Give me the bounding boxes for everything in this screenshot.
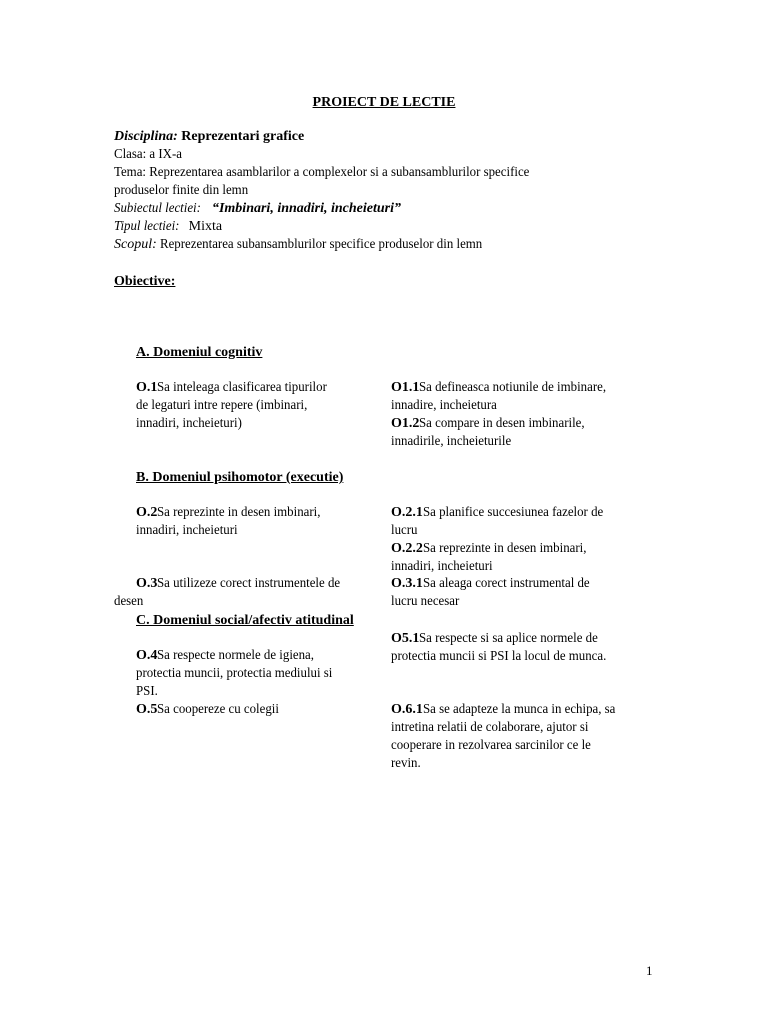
objective-code: O1.2 xyxy=(391,416,420,431)
objective-code: O.2.2 xyxy=(391,541,423,556)
clasa-line: Clasa: a IX-a xyxy=(114,147,182,162)
disciplina-line xyxy=(114,128,674,146)
page-title: PROIECT DE LECTIE xyxy=(312,95,456,110)
lesson-header xyxy=(114,128,674,254)
objective-code: O.2 xyxy=(136,505,158,520)
subiect-line xyxy=(114,200,674,218)
objective-code: O.1 xyxy=(136,380,158,395)
tema-line-2: produselor finite din lemn xyxy=(114,183,249,198)
disciplina-label: Disciplina: xyxy=(114,129,178,144)
objective-o5: O.5Sa coopereze cu colegii xyxy=(136,702,280,717)
objective-o1: O.1Sa inteleaga clasificarea tipurilor de legaturi intre repere (imbinari, innadiri, incheieturi) xyxy=(136,380,328,431)
objective-o5-1: O5.1Sa respecte si sa aplice normele de protectia muncii si PSI la locul de munca. xyxy=(391,631,607,664)
section-b-heading: B. Domeniul psihomotor (executie) xyxy=(136,470,344,485)
objective-code: O.3.1 xyxy=(391,576,423,591)
objective-o6-1: O.6.1Sa se adapteze la munca in echipa, sa intretina relatii de colaborare, ajutor si cooperare in rezolvarea sarcinilor ce le revin. xyxy=(391,702,616,771)
tipul-value: Mixta xyxy=(188,219,223,234)
objective-o1-1: O1.1Sa defineasca notiunile de imbinare, innadire, incheietura xyxy=(391,380,607,413)
objective-code: O5.1 xyxy=(391,631,420,646)
tema-line-1: Tema: Reprezentarea asamblarilor a complexelor si a subansamblurilor specifice xyxy=(114,165,530,180)
section-c-heading: C. Domeniul social/afectiv atitudinal xyxy=(136,613,354,628)
scopul-value: Reprezentarea subansamblurilor specifice produselor din lemn xyxy=(160,237,483,252)
section-a-heading: A. Domeniul cognitiv xyxy=(136,345,263,360)
objective-o1-2: O1.2Sa compare in desen imbinarile, innadirile, incheieturile xyxy=(391,416,585,449)
objective-o2-2: O.2.2Sa reprezinte in desen imbinari, innadiri, incheieturi xyxy=(391,541,587,574)
objective-code: O.2.1 xyxy=(391,505,423,520)
objective-code: O.5 xyxy=(136,702,158,717)
scopul-label: Scopul: xyxy=(114,237,157,252)
obiective-heading: Obiective: xyxy=(114,274,176,289)
objective-code: O1.1 xyxy=(391,380,420,395)
tipul-label: Tipul lectiei: xyxy=(114,219,180,234)
page-number: 1 xyxy=(646,963,653,978)
disciplina-value: Reprezentari grafice xyxy=(181,129,305,144)
tipul-line xyxy=(114,218,674,236)
scopul-line xyxy=(114,236,674,254)
objective-code: O.4 xyxy=(136,648,158,663)
objective-o3-1: O.3.1Sa aleaga corect instrumental de lucru necesar xyxy=(391,576,590,609)
objective-o3: O.3Sa utilizeze corect instrumentele de desen xyxy=(114,576,341,609)
objective-o2-1: O.2.1Sa planifice succesiunea fazelor de lucru xyxy=(391,505,604,538)
objective-o2: O.2Sa reprezinte in desen imbinari, innadiri, incheieturi xyxy=(136,505,321,538)
objective-code: O.6.1 xyxy=(391,702,423,717)
objective-o4: O.4Sa respecte normele de igiena, protectia muncii, protectia mediului si PSI. xyxy=(136,648,333,699)
subiect-value: “Imbinari, innadiri, incheieturi” xyxy=(211,201,402,216)
objective-code: O.3 xyxy=(136,576,158,591)
subiect-label: Subiectul lectiei: xyxy=(114,201,201,216)
